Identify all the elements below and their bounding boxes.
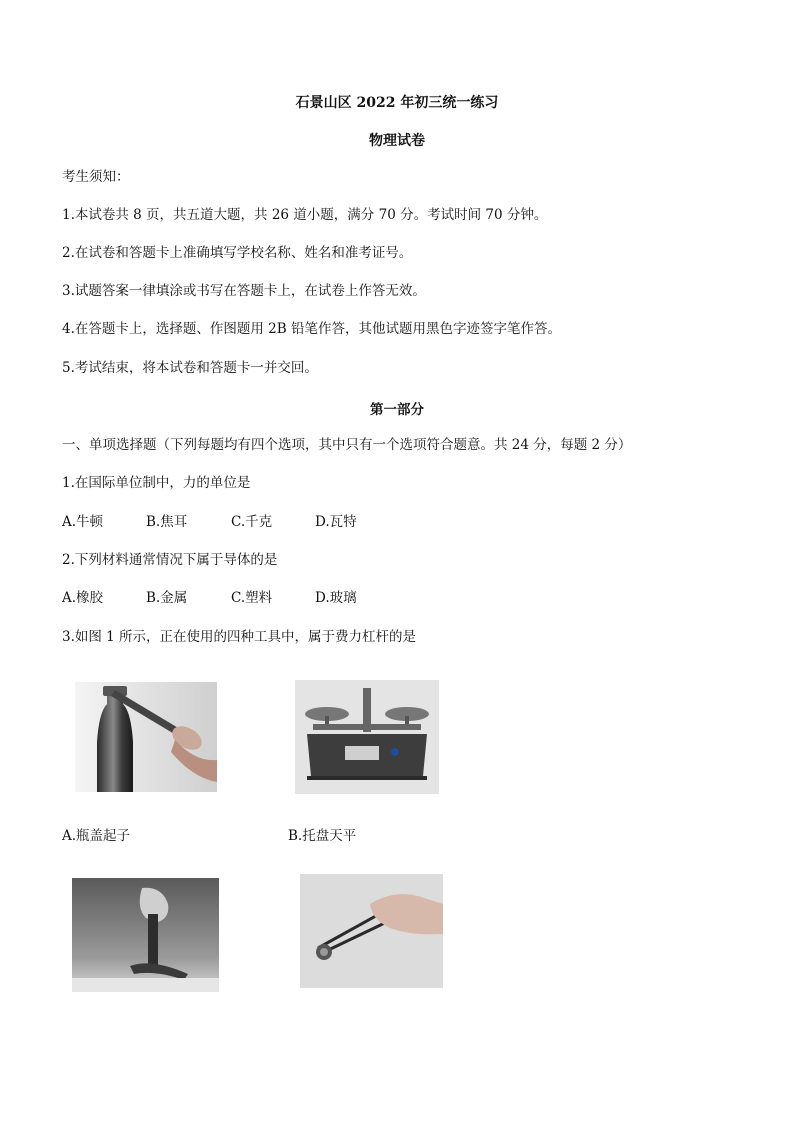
exam-subtitle: 物理试卷 — [369, 133, 425, 149]
option-c[interactable]: C.千克 — [231, 514, 273, 530]
option-d[interactable]: D.瓦特 — [315, 514, 357, 530]
notice-item: 1.本试卷共 8 页，共五道大题，共 26 道小题，满分 70 分。考试时间 70 分钟。 — [62, 207, 548, 223]
figure-caption-b: B.托盘天平 — [288, 828, 357, 844]
exam-title: 石景山区 2022 年初三统一练习 — [295, 95, 499, 111]
option-d[interactable]: D.玻璃 — [315, 590, 357, 606]
option-b[interactable]: B.金属 — [146, 590, 188, 606]
part-heading: 第一部分 — [370, 402, 424, 418]
option-c[interactable]: C.塑料 — [231, 590, 273, 606]
option-a[interactable]: A.牛顿 — [62, 514, 104, 530]
notice-item: 5.考试结束，将本试卷和答题卡一并交回。 — [62, 360, 318, 376]
notice-heading: 考生须知： — [62, 169, 130, 185]
figure-caption-a: A.瓶盖起子 — [62, 828, 131, 844]
balance-scale-image — [295, 680, 439, 794]
option-b[interactable]: B.焦耳 — [146, 514, 188, 530]
question-options — [62, 513, 375, 531]
option-a[interactable]: A.橡胶 — [62, 590, 104, 606]
notice-item: 2.在试卷和答题卡上准确填写学校名称、姓名和准考证号。 — [62, 245, 413, 261]
chopsticks-image — [300, 874, 443, 988]
notice-item: 3.试题答案一律填涂或书写在答题卡上，在试卷上作答无效。 — [62, 283, 426, 299]
notice-item: 4.在答题卡上，选择题、作图题用 2B 铅笔作答，其他试题用黑色字迹签字笔作答。 — [62, 321, 561, 337]
section-title: 一、单项选择题（下列每题均有四个选项，其中只有一个选项符合题意。共 24 分，每题 2 分） — [62, 437, 632, 453]
question-options — [62, 589, 375, 607]
question-stem: 3.如图 1 所示，正在使用的四种工具中，属于费力杠杆的是 — [62, 629, 417, 645]
question-stem: 1.在国际单位制中，力的单位是 — [62, 475, 251, 491]
bottle-opener-image — [75, 682, 217, 792]
hammer-image — [72, 878, 219, 992]
question-stem: 2.下列材料通常情况下属于导体的是 — [62, 552, 278, 568]
